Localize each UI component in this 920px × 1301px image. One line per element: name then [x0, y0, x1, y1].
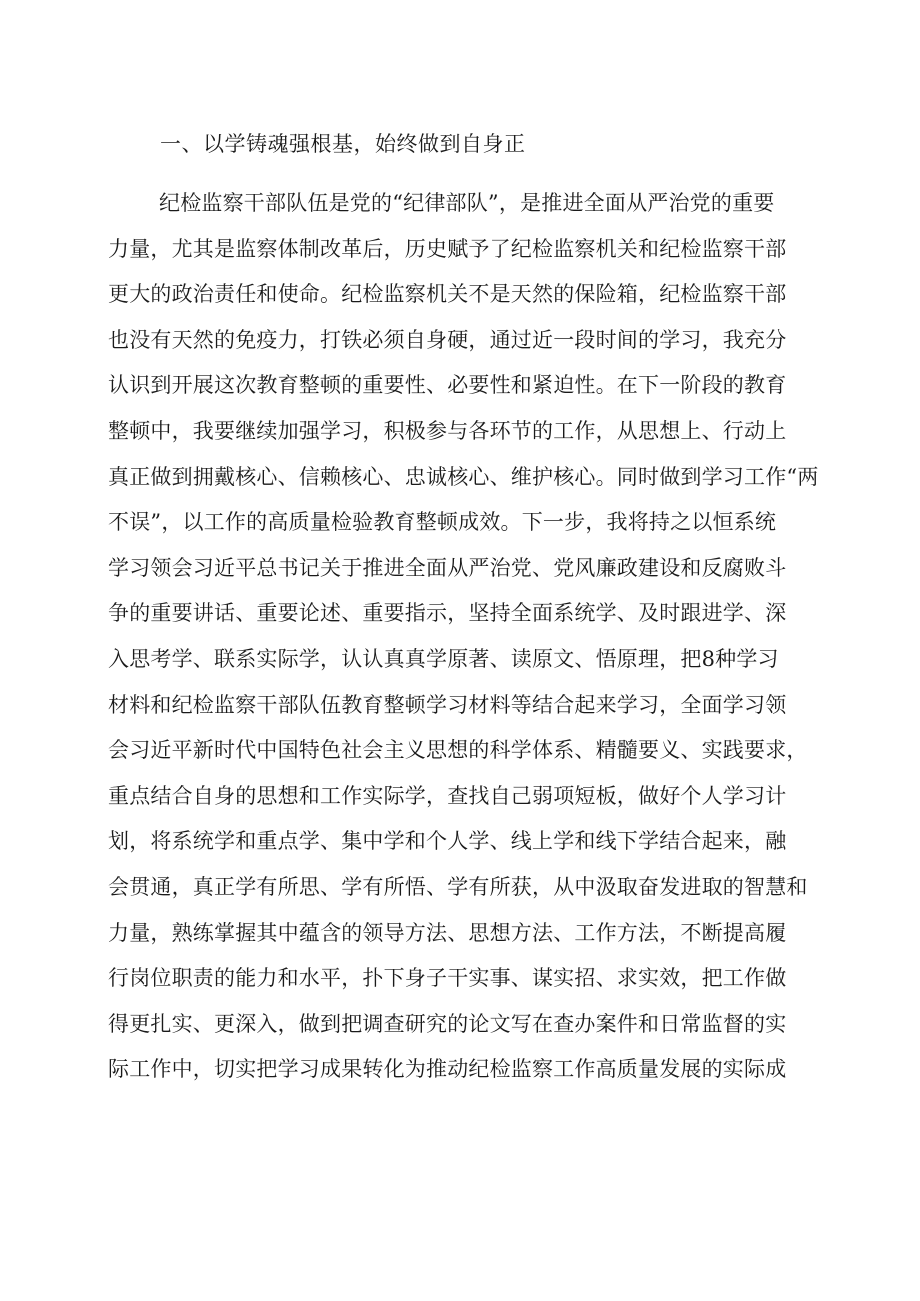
body-paragraph: [108, 181, 818, 1093]
paragraph-line: 整顿中，我要继续加强学习，积极参与各环节的工作，从思想上、行动上: [108, 418, 787, 443]
paragraph-line: 重点结合自身的思想和工作实际学，查找自己弱项短板，做好个人学习计: [108, 783, 787, 808]
section-heading: 一、以学铸魂强根基，始终做到自身正: [160, 132, 526, 156]
paragraph-line: 不误”，以工作的高质量检验教育整顿成效。下一步，我将持之以恒系统: [108, 510, 777, 535]
paragraph-line: 纪检监察干部队伍是党的“纪律部队”，是推进全面从严治党的重要: [159, 191, 775, 215]
paragraph-line: 也没有天然的免疫力，打铁必须自身硬，通过近一段时间的学习，我充分: [108, 327, 787, 352]
paragraph-line: 力量，熟练掌握其中蕴含的领导方法、思想方法、工作方法，不断提高履: [108, 920, 787, 945]
paragraph-line: 材料和纪检监察干部队伍教育整顿学习材料等结合起来学习，全面学习领: [108, 692, 787, 717]
paragraph-line: 得更扎实、更深入，做到把调查研究的论文写在查办案件和日常监督的实: [108, 1011, 787, 1036]
paragraph-line: 会贯通，真正学有所思、学有所悟、学有所获，从中汲取奋发进取的智慧和: [108, 874, 808, 899]
paragraph-line: 际工作中，切实把学习成果转化为推动纪检监察工作高质量发展的实际成: [108, 1057, 787, 1082]
paragraph-line: 争的重要讲话、重要论述、重要指示，坚持全面系统学、及时跟进学、深: [108, 601, 787, 626]
paragraph-line: 划，将系统学和重点学、集中学和个人学、线上学和线下学结合起来，融: [108, 829, 787, 854]
paragraph-line: 真正做到拥戴核心、信赖核心、忠诚核心、维护核心。同时做到学习工作“两: [108, 464, 819, 489]
paragraph-line: 力量，尤其是监察体制改革后，历史赋予了纪检监察机关和纪检监察干部: [108, 236, 787, 261]
paragraph-line: 会习近平新时代中国特色社会主义思想的科学体系、精髓要义、实践要求，: [108, 738, 808, 763]
paragraph-line: 学习领会习近平总书记关于推进全面从严治党、党风廉政建设和反腐败斗: [108, 555, 787, 580]
paragraph-line: 更大的政治责任和使命。纪检监察机关不是天然的保险箱，纪检监察干部: [108, 282, 787, 307]
paragraph-line: 行岗位职责的能力和水平，扑下身子干实事、谋实招、求实效，把工作做: [108, 966, 787, 991]
paragraph-line: 认识到开展这次教育整顿的重要性、必要性和紧迫性。在下一阶段的教育: [108, 373, 787, 398]
paragraph-line: 入思考学、联系实际学，认认真真学原著、读原文、悟原理，把8种学习: [108, 646, 779, 671]
